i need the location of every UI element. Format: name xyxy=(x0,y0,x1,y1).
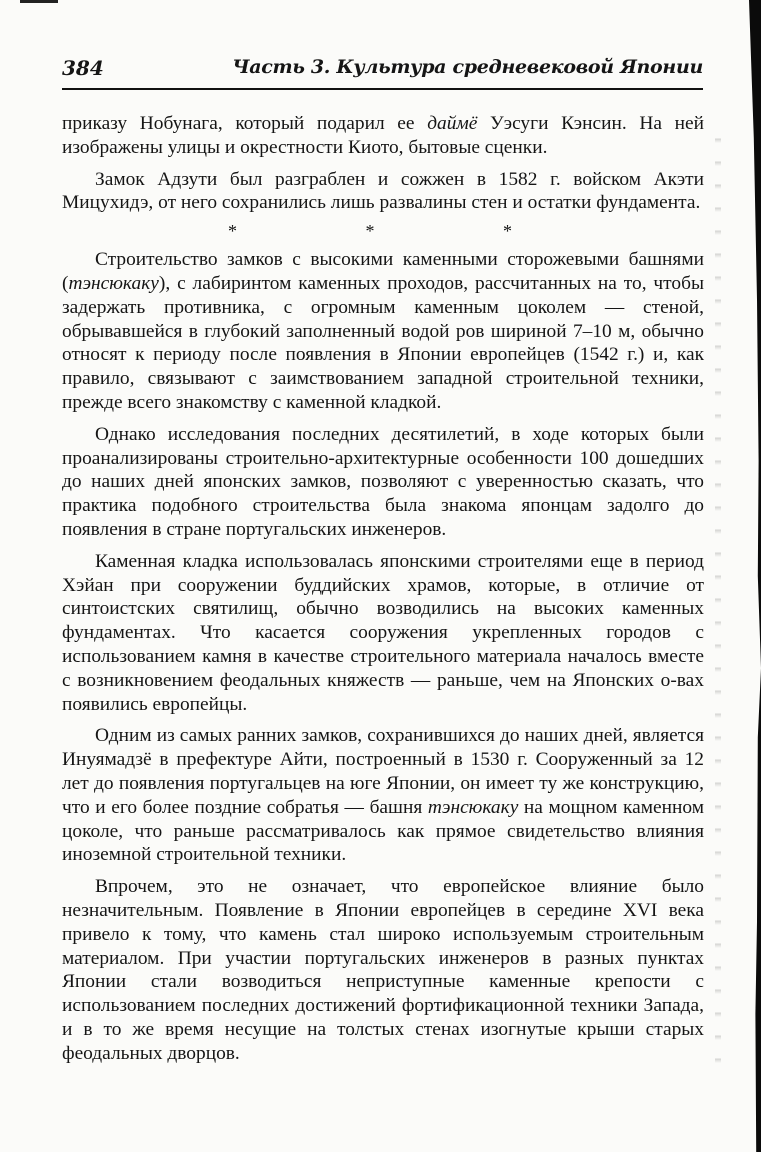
running-header xyxy=(62,52,703,90)
paragraph-7: Впрочем, это не означает, что европейское влияние было незначительным. Появление в Японии европейцев в середине XVI века привело к тому, что камень стал широко используемым строительным материалом. При участии португальских инженеров в разных пунктах Японии стали возводиться неприступные каменные крепости с использованием последних достижений фортификационной техники Запада, и в то же время несущие на толстых стенах изогнутые крыши старых феодальных дворцов. xyxy=(62,876,704,1064)
paragraph-5: Каменная кладка использовалась японскими строителями еще в период Хэйан при сооружении буддийских храмов, которые, в отличие от синтоистских святилищ, обычно возводились на высоких каменных фундаментах. Что касается сооружения укрепленных городов с использованием камня в качестве строительного материала началось вместе с возникновением феодальных княжеств — раньше, чем на Японских о-вах появились европейцы. xyxy=(62,550,704,715)
paragraph-1-italic-term: даймё xyxy=(427,113,478,134)
section-separator: * * * xyxy=(228,221,574,242)
scan-dark-edge xyxy=(721,0,761,1152)
paragraph-3 xyxy=(62,248,704,415)
paragraph-1-text-a: приказу Нобунага, который подарил ее xyxy=(62,113,428,134)
paragraph-6-text-b: на мощном каменном цоколе, что раньше рассматривалось как прямое свидетельство влияния иноземной строительной техники. xyxy=(62,796,704,866)
paragraph-3-text-a: Строительство замков с высокими каменными сторожевыми башнями ( xyxy=(62,249,704,294)
paragraph-4: Однако исследования последних десятилетий, в ходе которых были проанализированы строительно-архитектурные особенности 100 дошедших до наших дней японских замков, позволяют с уверенностью сказать, что практика подобного строительства была знакома японцам задолго до появления в стране португальских инженеров. xyxy=(62,423,704,540)
paragraph-6 xyxy=(62,724,704,867)
paragraph-6-italic-term: тэнсюкаку xyxy=(427,796,519,818)
paragraph-1 xyxy=(62,112,704,160)
paragraph-3-text-b: ), с лабиринтом каменных проходов, рассчитанных на то, чтобы задержать противника, с огромным каменным цоколем — стеной, обрывавшейся в глубокий заполненный водой ров шириной 7–10 м, обычно относят к периоду после появления в Японии европейцев (1542 г.) и, как правило, связывают с заимствованием западной строительной техники, прежде всего знакомству с каменной кладкой. xyxy=(62,272,704,413)
chapter-title: Часть 3. Культура средневековой Японии xyxy=(232,56,703,78)
paragraph-1-text-b: Уэсуги Кэнсин. На ней изображены улицы и окрестности Киото, бытовые сценки. xyxy=(62,113,704,158)
body-text xyxy=(62,112,704,1073)
paragraph-3-italic-term: тэнсюкаку xyxy=(68,272,159,294)
scan-edge-noise xyxy=(715,120,721,1070)
page-number: 384 xyxy=(62,56,104,80)
paragraph-2: Замок Адзути был разграблен и сожжен в 1582 г. войском Акэти Мицухидэ, от него сохранились лишь развалины стен и остатки фундамента. xyxy=(62,168,704,214)
scan-corner-mark xyxy=(20,0,58,3)
paragraph-6-text-a: Одним из самых ранних замков, сохранившихся до наших дней, является Инуямадзё в префектуре Айти, построенный в 1530 г. Сооруженный за 12 лет до появления португальцев на юге Японии, он имеет ту же конструкцию, что и его более поздние собратья — башня xyxy=(62,725,704,818)
